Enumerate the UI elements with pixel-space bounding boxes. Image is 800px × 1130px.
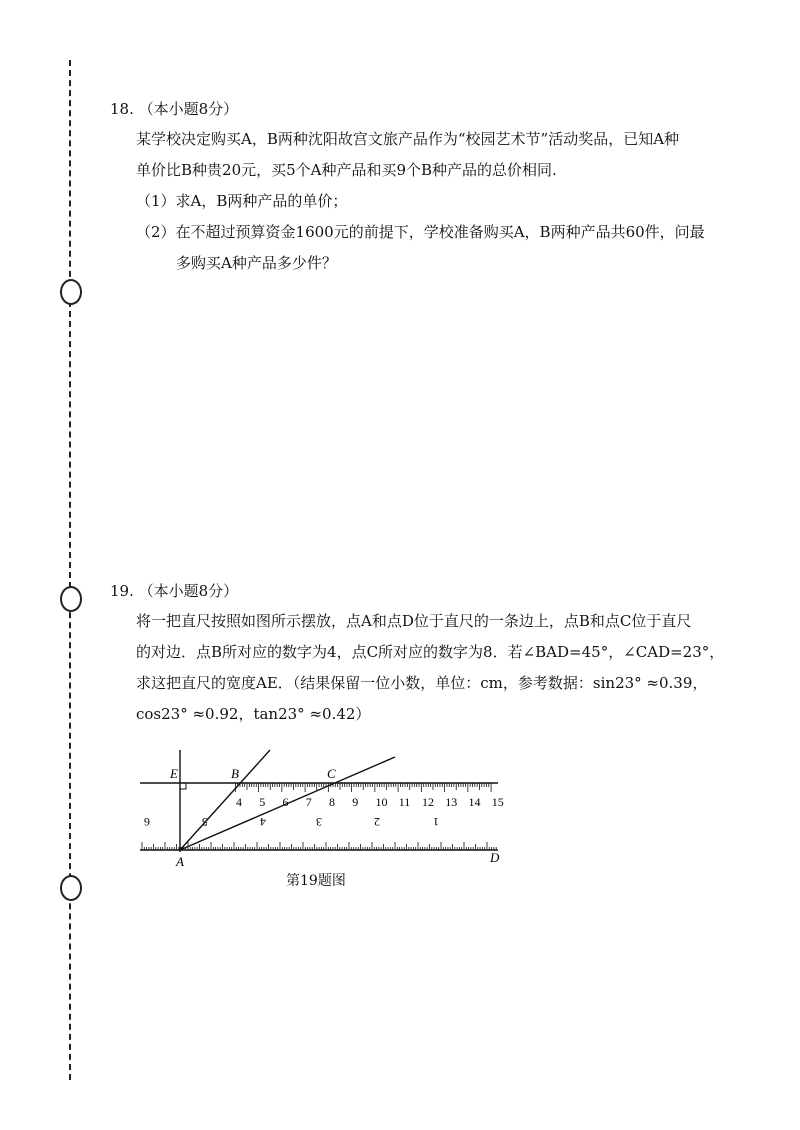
ruler-diagram bbox=[130, 740, 520, 890]
bottom-ruler-number: 5 bbox=[202, 815, 208, 829]
q19-line4: cos23° ≈0.92，tan23° ≈0.42） bbox=[136, 705, 371, 723]
figure-caption: 第19题图 bbox=[286, 873, 346, 889]
top-ruler-number: 7 bbox=[305, 795, 312, 809]
label-b: B bbox=[231, 766, 239, 781]
top-ruler-number: 12 bbox=[422, 795, 434, 809]
label-d: D bbox=[490, 850, 500, 865]
top-ruler-number: 15 bbox=[491, 795, 504, 809]
q19-line1: 将一把直尺按照如图所示摆放，点A和点D位于直尺的一条边上，点B和点C位于直尺 bbox=[136, 612, 692, 630]
binding-hole-bottom bbox=[60, 875, 82, 901]
binding-hole-middle bbox=[60, 586, 82, 612]
figure-19 bbox=[130, 740, 520, 890]
q19-line2: 的对边．点B所对应的数字为4，点C所对应的数字为8．若∠BAD=45°，∠CAD=23°， bbox=[136, 643, 725, 661]
q18-part2-line1: （2）在不超过预算资金1600元的前提下，学校准备购买A，B两种产品共60件，问最 bbox=[136, 223, 705, 241]
bottom-ruler-number: 4 bbox=[260, 815, 266, 829]
q19-heading: 19. （本小题8分） bbox=[110, 582, 239, 600]
top-ruler-number: 4 bbox=[236, 795, 242, 809]
binding-hole-top bbox=[60, 279, 82, 305]
q18-heading: 18. （本小题8分） bbox=[110, 100, 239, 118]
label-a: A bbox=[176, 854, 184, 869]
label-c: C bbox=[327, 766, 336, 781]
q19-body bbox=[136, 606, 736, 730]
bottom-ruler-numbers bbox=[144, 815, 439, 829]
q18-line2: 单价比B种贵20元，买5个A种产品和买9个B种产品的总价相同. bbox=[136, 161, 557, 179]
top-ruler-number: 14 bbox=[468, 795, 481, 809]
q18-line1: 某学校决定购买A，B两种沈阳故宫文旅产品作为“校园艺术节”活动奖品，已知A种 bbox=[136, 130, 680, 148]
right-angle-mark bbox=[180, 783, 186, 789]
top-ruler-number: 5 bbox=[259, 795, 266, 809]
top-ruler-ticks bbox=[235, 783, 491, 792]
bottom-ruler-number: 3 bbox=[316, 815, 322, 829]
q18-body bbox=[136, 124, 736, 279]
binding-dashed-line bbox=[69, 60, 71, 1080]
q18-part1: （1）求A，B两种产品的单价； bbox=[136, 192, 348, 210]
label-e: E bbox=[170, 766, 178, 781]
top-ruler-number: 6 bbox=[282, 795, 289, 809]
top-ruler-number: 9 bbox=[352, 795, 359, 809]
bottom-ruler-number: 1 bbox=[433, 815, 439, 829]
top-ruler-number: 13 bbox=[445, 795, 458, 809]
q18-part2-line2: 多购买A种产品多少件？ bbox=[176, 254, 337, 272]
bottom-ruler-number: 6 bbox=[144, 815, 150, 829]
top-ruler-number: 11 bbox=[398, 795, 411, 809]
top-ruler-number: 10 bbox=[375, 795, 388, 809]
top-ruler-number: 8 bbox=[329, 795, 335, 809]
top-ruler-numbers bbox=[236, 795, 504, 809]
line-ab bbox=[180, 750, 270, 850]
q19-line3: 求这把直尺的宽度AE．（结果保留一位小数，单位：cm，参考数据：sin23° ≈0.39， bbox=[136, 674, 708, 692]
bottom-ruler-number: 2 bbox=[374, 815, 380, 829]
